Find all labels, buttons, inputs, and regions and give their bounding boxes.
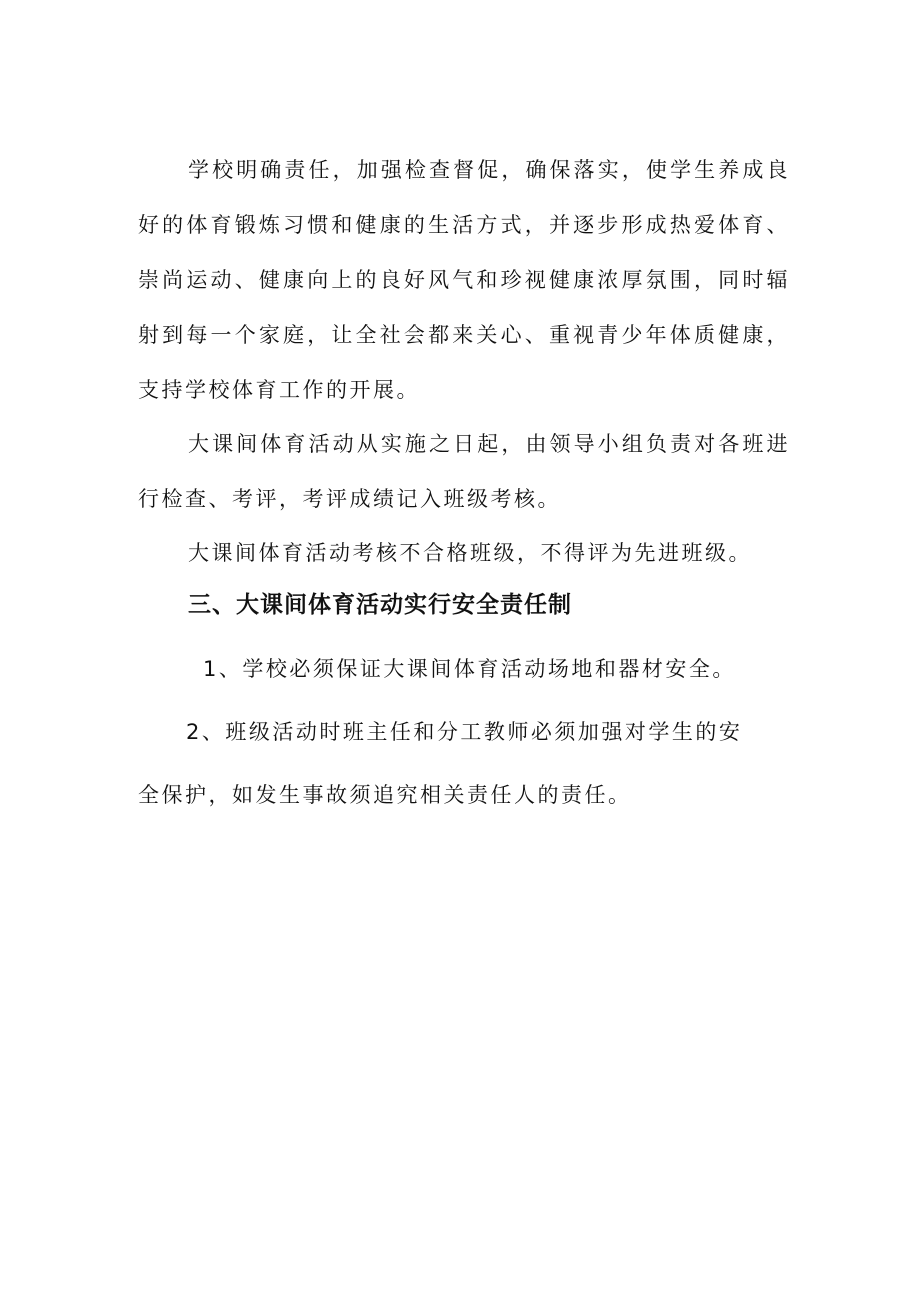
paragraph-3: 大课间体育活动考核不合格班级，不得评为先进班级。 (188, 541, 752, 565)
paragraph-1: 学校明确责任，加强检查督促，确保落实，使学生养成良好的体育锻炼习惯和健康的生活方式，并逐步形成热爱体育、崇尚运动、健康向上的良好风气和珍视健康浓厚氛围，同时辐射到每一个家庭，让全社会都来关心、重视青少年体质健康，支持学校体育工作的开展。 (138, 158, 790, 402)
paragraph-2: 大课间体育活动从实施之日起，由领导小组负责对各班进行检查、考评，考评成绩记入班级考核。 (138, 432, 790, 511)
list-item-1: 1、学校必须保证大课间体育活动场地和器材安全。 (203, 657, 736, 681)
list-item-2-line-2: 全保护，如发生事故须追究相关责任人的责任。 (138, 783, 632, 807)
list-item-2-line-1: 2、班级活动时班主任和分工教师必须加强对学生的安 (186, 720, 743, 744)
section-heading: 三、大课间体育活动实行安全责任制 (188, 592, 572, 618)
